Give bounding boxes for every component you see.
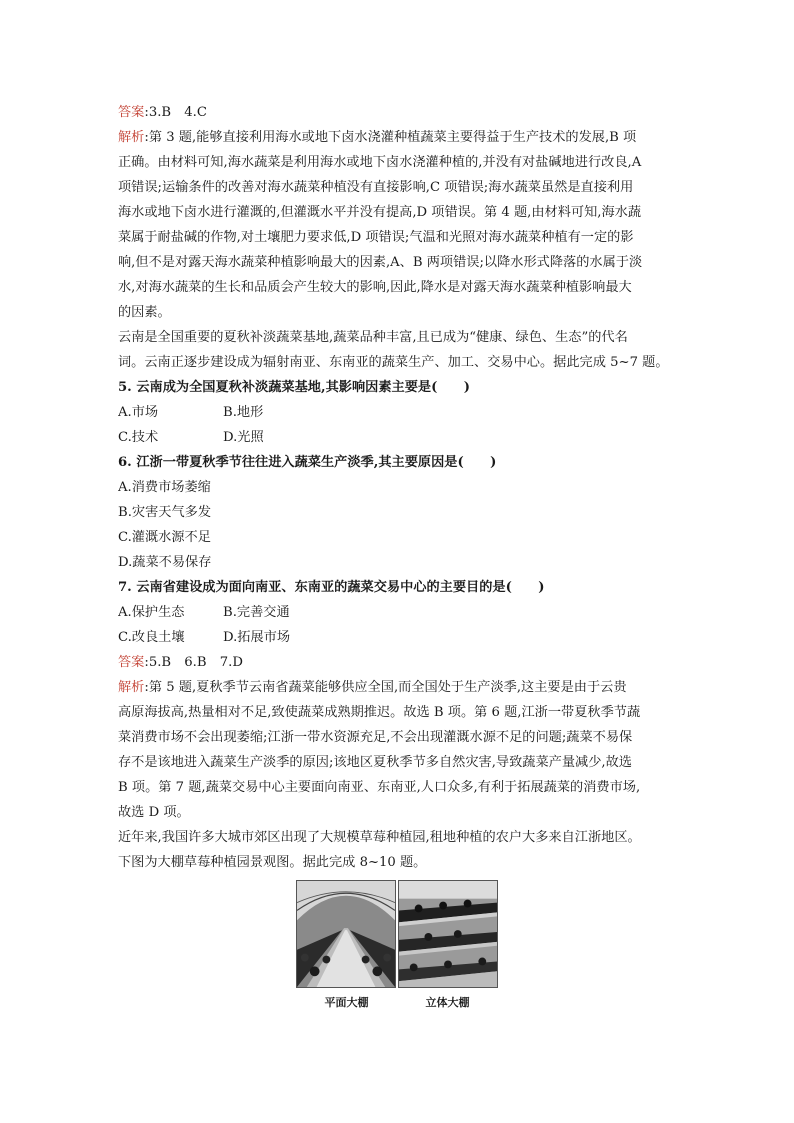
analysis-line: B 项。第 7 题,蔬菜交易中心主要面向南亚、东南亚,人口众多,有利于拓展蔬菜的消费市场, <box>118 780 641 795</box>
question-5-options-row <box>118 400 678 425</box>
analysis-line: 高原海拔高,热量相对不足,致使蔬菜成熟期推迟。故选 B 项。第 6 题,江浙一带夏秋季节蔬 <box>118 705 641 720</box>
passage-line: 近年来,我国许多大城市郊区出现了大规模草莓种植园,租地种植的农户大多来自江浙地区。 <box>118 830 641 845</box>
option-d: D.蔬菜不易保存 <box>118 555 212 570</box>
option-d: D.光照 <box>223 430 264 445</box>
analysis-text: :第 3 题,能够直接利用海水或地下卤水浇灌种植蔬菜主要得益于生产技术的发展,B 项 <box>144 130 637 145</box>
document-page <box>118 100 678 875</box>
analysis-label: 解析 <box>118 130 145 145</box>
question-number: 7. <box>118 580 132 595</box>
passage-line: 词。云南正逐步建设成为辐射南亚、东南亚的蔬菜生产、加工、交易中心。据此完成 5~7 题。 <box>118 355 669 370</box>
question-5-stem <box>118 375 678 400</box>
analysis-line: 水,对海水蔬菜的生长和品质会产生较大的影响,因此,降水是对露天海水蔬菜种植影响最大 <box>118 280 632 295</box>
question-7-options-row <box>118 600 678 625</box>
question-7-options-row <box>118 625 678 650</box>
option-a: A.市场 <box>118 405 159 420</box>
question-text: 云南成为全国夏秋补淡蔬菜基地,其影响因素主要是( ) <box>131 380 470 395</box>
answer-line-1 <box>118 100 678 125</box>
passage-line: 下图为大棚草莓种植园景观图。据此完成 8~10 题。 <box>118 855 427 870</box>
passage-line: 云南是全国重要的夏秋补淡蔬菜基地,蔬菜品种丰富,且已成为“健康、绿色、生态”的代名 <box>118 330 628 345</box>
question-number: 6. <box>118 455 132 470</box>
analysis-line: 菜属于耐盐碱的作物,对土壤肥力要求低,D 项错误;气温和光照对海水蔬菜种植有一定的影 <box>118 230 634 245</box>
flat-greenhouse-photo <box>296 880 396 988</box>
analysis-label: 解析 <box>118 680 145 695</box>
option-c: C.灌溉水源不足 <box>118 530 211 545</box>
analysis-line: 存不是该地进入蔬菜生产淡季的原因;该地区夏秋季节多自然灾害,导致蔬菜产量减少,故选 <box>118 755 632 770</box>
analysis-text: :第 5 题,夏秋季节云南省蔬菜能够供应全国,而全国处于生产淡季,这主要是由于云贵 <box>144 680 627 695</box>
flat-greenhouse-image <box>297 881 395 987</box>
question-number: 5. <box>118 380 132 395</box>
option-b: B.灾害天气多发 <box>118 505 212 520</box>
analysis-line: 菜消费市场不会出现萎缩;江浙一带水资源充足,不会出现灌溉水源不足的问题;蔬菜不易保 <box>118 730 633 745</box>
answer-label: 答案 <box>118 655 145 670</box>
answer-text: :3.B 4.C <box>144 105 207 120</box>
answer-label: 答案 <box>118 105 145 120</box>
figure-captions <box>296 994 498 1010</box>
option-a: A.消费市场萎缩 <box>118 480 211 495</box>
option-c: C.改良土壤 <box>118 630 185 645</box>
option-a: A.保护生态 <box>118 605 185 620</box>
analysis-line <box>118 675 678 700</box>
analysis-line: 的因素。 <box>118 305 171 320</box>
analysis-line: 海水或地下卤水进行灌溉的,但灌溉水平并没有提高,D 项错误。第 4 题,由材料可知,海水蔬 <box>118 205 642 220</box>
analysis-line: 故选 D 项。 <box>118 805 190 820</box>
option-b: B.完善交通 <box>223 605 290 620</box>
question-5-options-row <box>118 425 678 450</box>
question-6-stem <box>118 450 678 475</box>
analysis-line <box>118 125 678 150</box>
answer-text: :5.B 6.B 7.D <box>144 655 243 670</box>
answer-line-2 <box>118 650 678 675</box>
question-7-stem <box>118 575 678 600</box>
caption-vertical-greenhouse: 立体大棚 <box>425 996 470 1009</box>
vertical-greenhouse-photo <box>398 880 498 988</box>
option-b: B.地形 <box>223 405 264 420</box>
question-text: 江浙一带夏秋季节往往进入蔬菜生产淡季,其主要原因是( ) <box>131 455 497 470</box>
vertical-greenhouse-image <box>399 881 497 987</box>
analysis-line: 响,但不是对露天海水蔬菜种植影响最大的因素,A、B 两项错误;以降水形式降落的水属于淡 <box>118 255 643 270</box>
option-c: C.技术 <box>118 430 159 445</box>
analysis-line: 项错误;运输条件的改善对海水蔬菜种植没有直接影响,C 项错误;海水蔬菜虽然是直接利用 <box>118 180 634 195</box>
caption-flat-greenhouse: 平面大棚 <box>324 996 369 1009</box>
analysis-line: 正确。由材料可知,海水蔬菜是利用海水或地下卤水浇灌种植的,并没有对盐碱地进行改良,A <box>118 155 642 170</box>
figure-photos <box>296 880 498 988</box>
option-d: D.拓展市场 <box>223 630 291 645</box>
question-text: 云南省建设成为面向南亚、东南亚的蔬菜交易中心的主要目的是( ) <box>131 580 545 595</box>
greenhouse-figure <box>296 880 498 1010</box>
